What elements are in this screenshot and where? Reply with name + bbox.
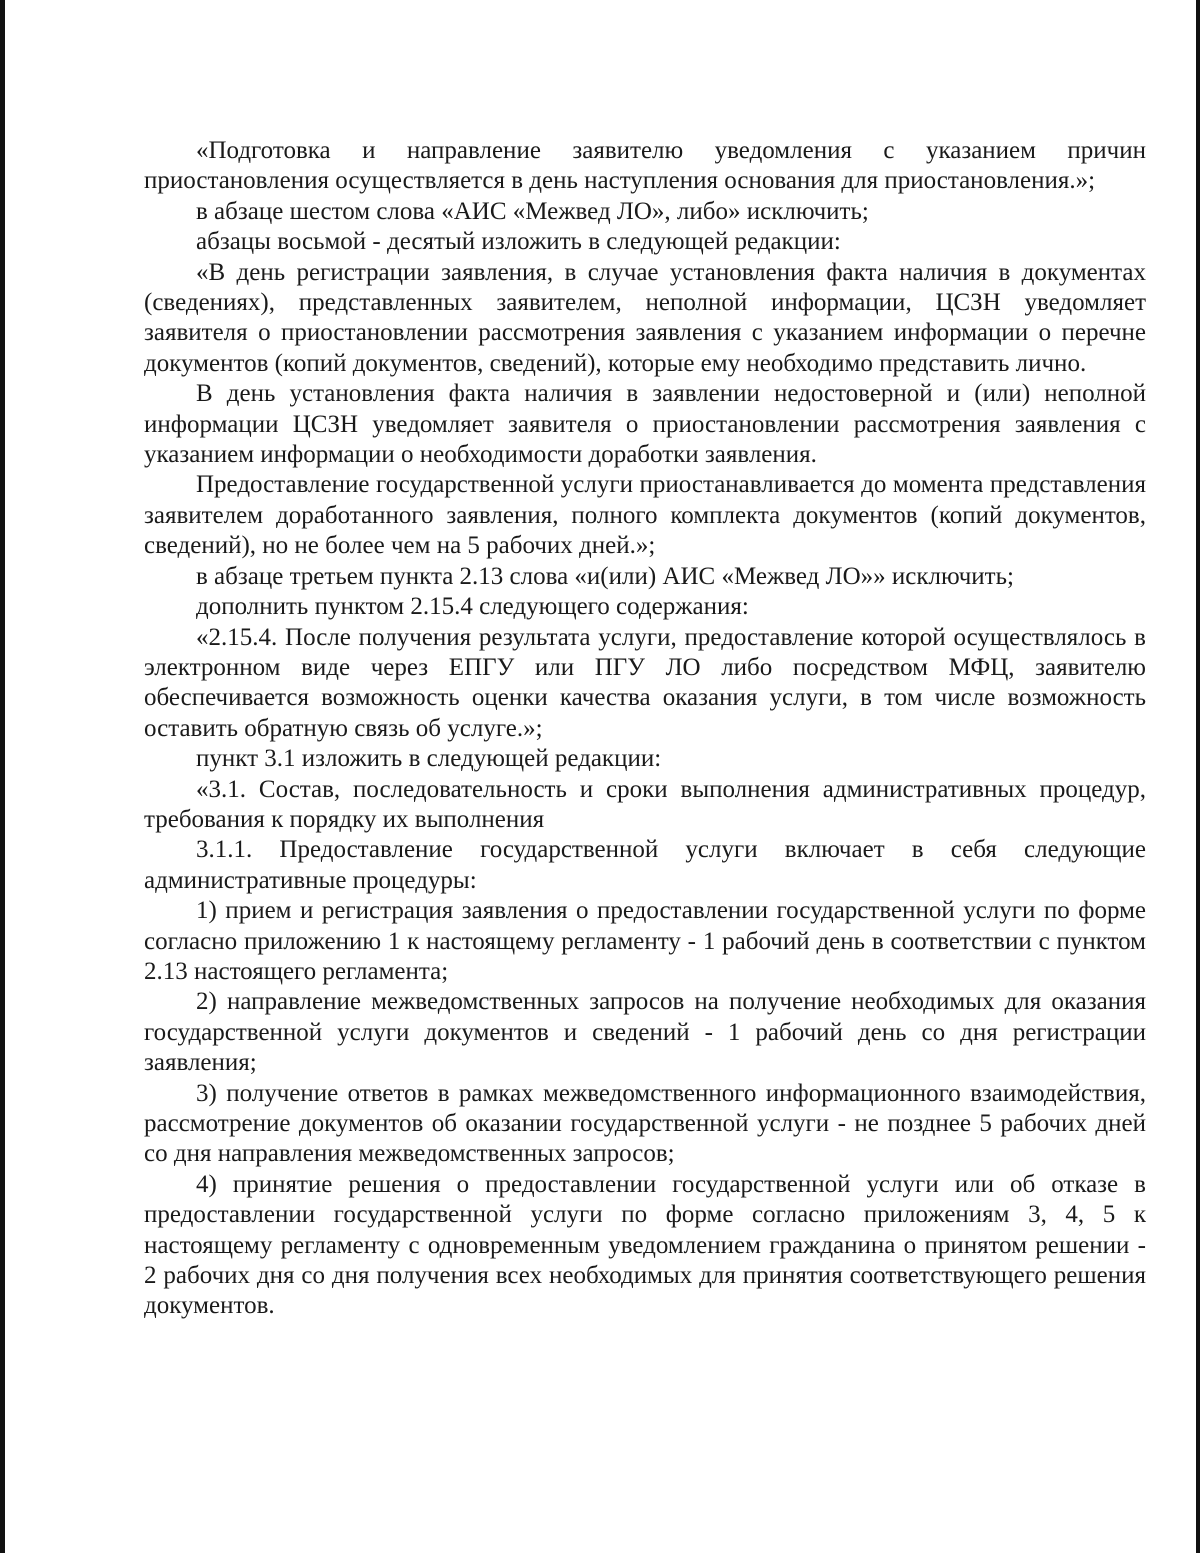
paragraph-sixth-abzac: в абзаце шестом слова «АИС «Межвед ЛО», либо» исключить; bbox=[196, 197, 869, 225]
paragraph-2-15-4: «2.15.4. После получения результата услуги, предоставление которой осуществлялось в электронном виде через ЕПГУ или ПГУ ЛО либо посредством МФЦ, заявителю обеспечивается возможность оценки качества оказания услуги, в том числе возможность оставить обратную связь об услуге.»; bbox=[144, 623, 1146, 742]
paragraph-3-1-1: 3.1.1. Предоставление государственной услуги включает в себя следующие административные процедуры: bbox=[144, 836, 1146, 894]
paragraph-eighth-tenth-abzac: абзацы восьмой - десятый изложить в следующей редакции: bbox=[196, 228, 841, 256]
list-item-2: 2) направление межведомственных запросов на получение необходимых для оказания государственной услуги документов и сведений - 1 рабочий день со дня регистрации заявления; bbox=[144, 988, 1146, 1077]
paragraph-registration-day: «В день регистрации заявления, в случае установления факта наличия в документах (сведениях), представленных заявителем, неполной информации, ЦСЗН уведомляет заявителя о приостановлении рассмотрения заявления с указанием информации о перечне документов (копий документов, сведений), которые ему необходимо представить лично. bbox=[144, 258, 1146, 377]
paragraph-service-suspended: Предоставление государственной услуги приостанавливается до момента представления заявителем доработанного заявления, полного комплекта документов (копий документов, сведений), но не более чем на 5 рабочих дней.»; bbox=[144, 471, 1146, 560]
document-body bbox=[144, 136, 1146, 1322]
paragraph-suspension-notice: «Подготовка и направление заявителю уведомления с указанием причин приостановления осуществляется в день наступления основания для приостановления.»; bbox=[144, 137, 1146, 195]
scan-edge-right bbox=[1196, 0, 1200, 1553]
paragraph-add-2-15-4: дополнить пунктом 2.15.4 следующего содержания: bbox=[196, 593, 749, 621]
paragraph-2-13-third-abzac: в абзаце третьем пункта 2.13 слова «и(или) АИС «Межвед ЛО»» исключить; bbox=[196, 562, 1014, 590]
paragraph-3-1: «3.1. Состав, последовательность и сроки выполнения административных процедур, требования к порядку их выполнения bbox=[144, 775, 1146, 833]
list-item-4: 4) принятие решения о предоставлении государственной услуги или об отказе в предоставлении государственной услуги по форме согласно приложениям 3, 4, 5 к настоящему регламенту с одновременным уведомлением гражданина о принятом решении - 2 рабочих дня со дня получения всех необходимых для принятия соответствующего решения документов. bbox=[144, 1170, 1146, 1320]
paragraph-3-1-intro: пункт 3.1 изложить в следующей редакции: bbox=[196, 745, 662, 773]
paragraph-unreliable-info: В день установления факта наличия в заявлении недостоверной и (или) неполной информации ЦСЗН уведомляет заявителя о приостановлении рассмотрения заявления с указанием информации о необходимости доработки заявления. bbox=[144, 380, 1146, 469]
scan-edge-left bbox=[0, 0, 5, 1553]
list-item-3: 3) получение ответов в рамках межведомственного информационного взаимодействия, рассмотрение документов об оказании государственной услуги - не позднее 5 рабочих дней со дня направления межведомственных запросов; bbox=[144, 1079, 1146, 1168]
list-item-1: 1) прием и регистрация заявления о предоставлении государственной услуги по форме согласно приложению 1 к настоящему регламенту - 1 рабочий день в соответствии с пунктом 2.13 настоящего регламента; bbox=[144, 897, 1146, 985]
